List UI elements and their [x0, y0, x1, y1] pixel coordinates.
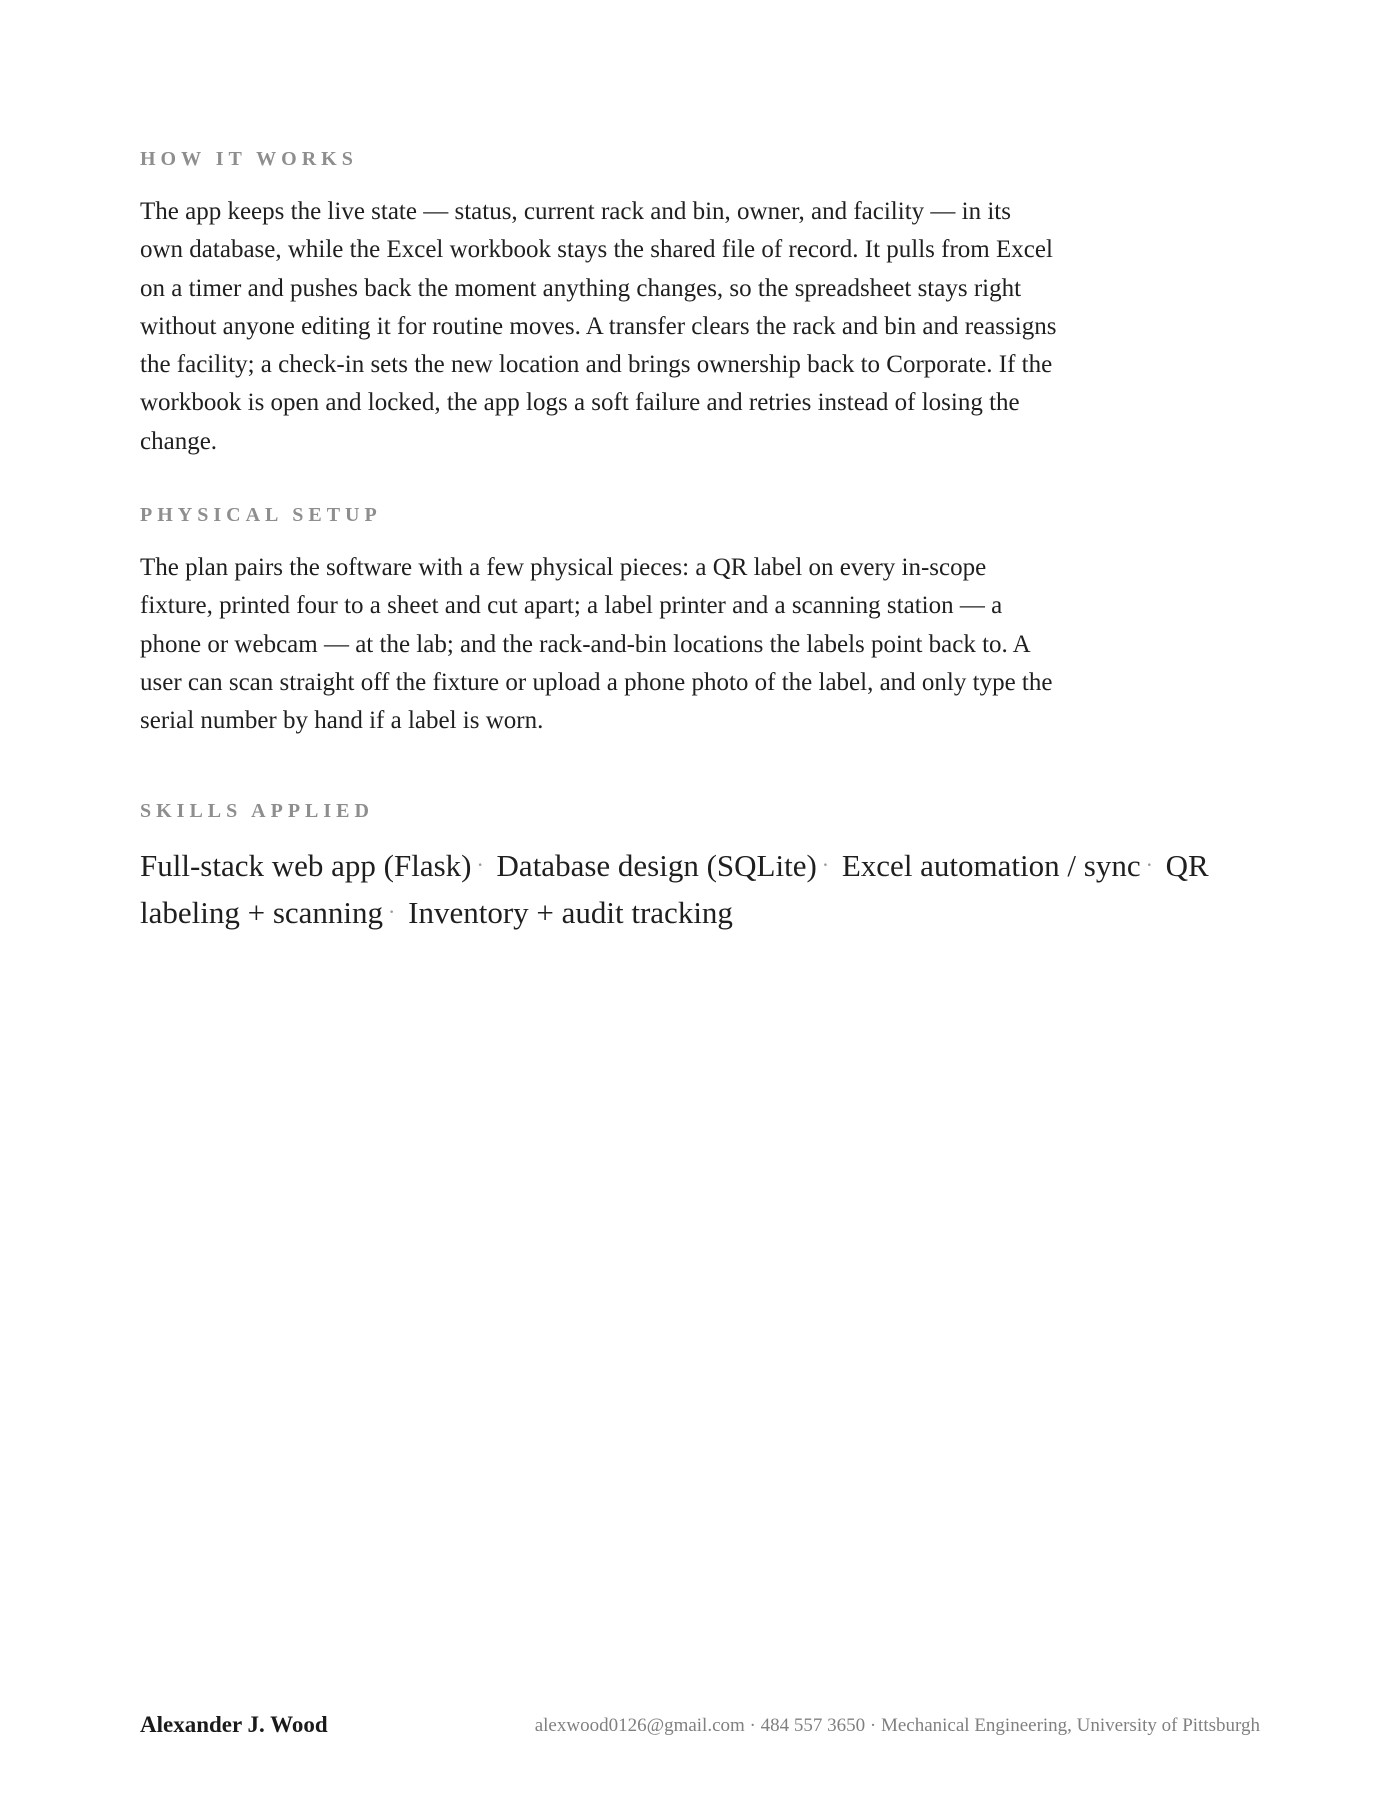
skill-separator: ·	[1145, 852, 1153, 877]
skill-item: Excel automation / sync	[841, 848, 1141, 883]
skill-item: QR labeling + scanning	[140, 848, 1209, 930]
physical-setup-body: The plan pairs the software with a few physical pieces: a QR label on every in-scope fixture, printed four to a sheet and cut apart; a label printer and a scanning station — a phone or webcam — at the lab; and the rack-and-bin locations the labels point back to. A user can scan straight off the fixture or upload a phone photo of the label, and only type the serial number by hand if a label is worn.	[140, 554, 1053, 735]
skills-applied-heading: SKILLS APPLIED	[140, 800, 374, 822]
skill-separator: ·	[476, 852, 484, 877]
skill-item: Full-stack web app (Flask)	[140, 848, 472, 883]
skill-separator: ·	[388, 899, 396, 924]
how-it-works-heading: HOW IT WORKS	[140, 148, 358, 170]
physical-setup-heading: PHYSICAL SETUP	[140, 504, 382, 526]
author-name: Alexander J. Wood	[140, 1712, 328, 1737]
contact-info: alexwood0126@gmail.com · 484 557 3650 · Mechanical Engineering, University of Pittsburgh	[534, 1715, 1260, 1736]
document-page	[140, 0, 1260, 1812]
page-footer	[140, 1712, 1260, 1752]
skill-item: Inventory + audit tracking	[408, 895, 733, 930]
skills-list	[140, 844, 1250, 938]
how-it-works-body: The app keeps the live state — status, current rack and bin, owner, and facility — in its own database, while the Excel workbook stays the shared file of record. It pulls from Excel on a timer and pushes back the moment anything changes, so the spreadsheet stays right without anyone editing it for routine moves. A transfer clears the rack and bin and reassigns the facility; a check-in sets the new location and brings ownership back to Corporate. If the workbook is open and locked, the app logs a soft failure and retries instead of losing the change.	[140, 198, 1057, 455]
skill-separator: ·	[821, 852, 830, 877]
skill-item: Database design (SQLite)	[496, 848, 817, 883]
